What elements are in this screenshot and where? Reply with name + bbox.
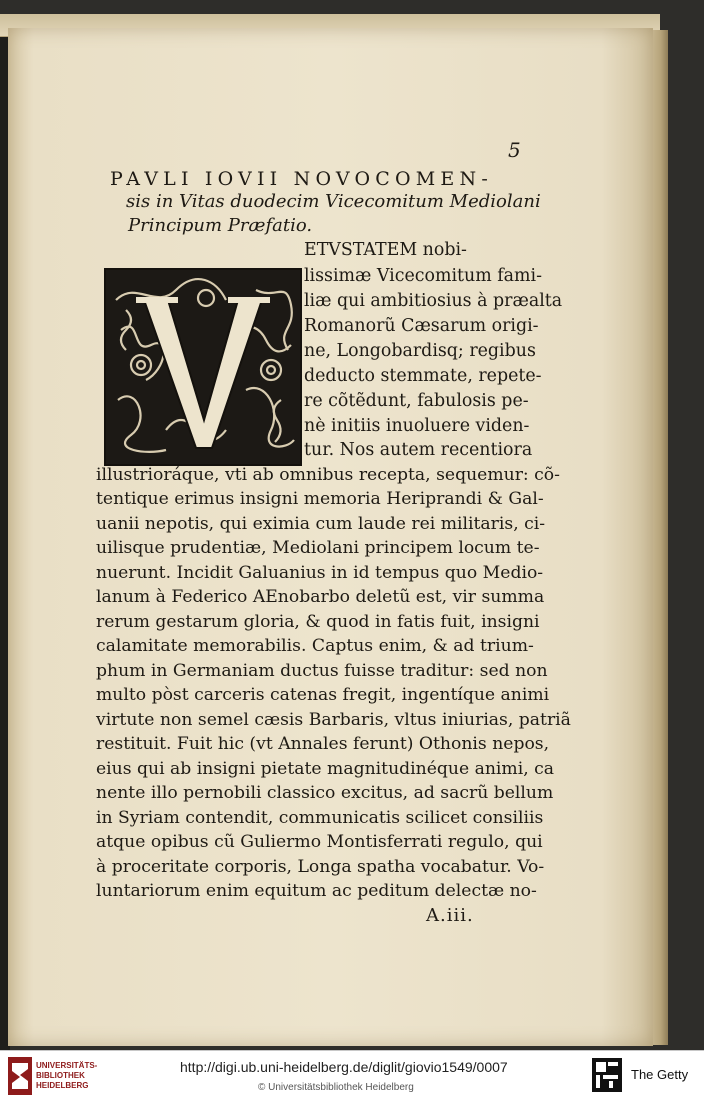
library-name[interactable]: UNIVERSITÄTS- BIBLIOTHEK HEIDELBERG [36,1061,98,1090]
body-line-4: uilisque prudentiæ, Mediolani principem locum te- [96,538,540,558]
book-page [8,28,653,1046]
body-line-10: multo pòst carceris catenas fregit, ingentíque animi [96,685,550,705]
heading-line-2: sis in Vitas duodecim Vicecomitum Mediolani [126,191,541,212]
body-line-12: restituit. Fuit hic (vt Annales ferunt) Othonis nepos, [96,734,550,754]
catchword: A.iii. [426,905,474,926]
permalink-url[interactable]: http://digi.ub.uni-heidelberg.de/diglit/giovio1549/0007 [180,1059,508,1075]
lead-line-6: deducto stemmate, repete- [304,366,542,386]
lead-line-9: tur. Nos autem recentiora [304,440,533,460]
partner-name[interactable]: The Getty [631,1067,689,1082]
body-line-15: in Syriam contendit, communicatis scilicet consiliis [96,808,544,828]
body-line-17: à proceritate corporis, Longa spatha vocabatur. Vo- [96,857,545,877]
lead-line-3: liæ qui ambitiosius à præalta [304,291,563,311]
heading-line-3: Principum Præfatio. [128,215,313,236]
decorated-initial-letter [104,268,302,466]
heading-line-1: PAVLI IOVII NOVOCOMEN- [110,168,493,190]
body-line-18: luntariorum enim equitum ac peditum delectæ no- [96,881,537,901]
body-line-16: atque opibus cũ Guliermo Montisferrati regulo, qui [96,832,543,852]
body-line-1: illustrioráque, vti ab omnibus recepta, sequemur: cõ- [96,465,560,485]
body-line-14: nente illo pernobili classico excitus, ad sacrũ bellum [96,783,554,803]
getty-logo-icon[interactable] [592,1058,622,1092]
body-line-8: calamitate memorabilis. Captus enim, & ad trium- [96,636,534,656]
viewer-footer [0,1050,704,1101]
body-line-13: eius qui ab insigni pietate magnitudinéque animi, ca [96,759,554,779]
lead-line-8: nè initiis inuoluere viden- [304,416,530,436]
body-line-5: nuerunt. Incidit Galuanius in id tempus quo Medio- [96,563,544,583]
lead-line-7: re cõtẽdunt, fabulosis pe- [304,391,529,411]
page-number: 5 [508,138,521,162]
body-line-2: tentique erimus insigni memoria Heriprandi & Gal- [96,489,544,509]
body-line-3: uanii nepotis, qui eximia cum laude rei militaris, ci- [96,514,546,534]
ornament-icon [106,270,300,464]
body-line-7: rerum gestarum gloria, & quod in fatis fuit, insigni [96,612,540,632]
lead-line-5: ne, Longobardisq; regibus [304,341,536,361]
ub-heidelberg-logo-icon[interactable] [8,1057,32,1095]
copyright-notice: © Universitätsbibliothek Heidelberg [258,1082,414,1093]
body-line-6: lanum à Federico AEnobarbo deletũ est, vir summa [96,587,545,607]
body-line-9: phum in Germaniam ductus fuisse traditur: sed non [96,661,548,681]
lead-line-1: ETVSTATEM nobi- [304,240,467,260]
body-line-11: virtute non semel cæsis Barbaris, vltus iniurias, patriã [96,710,571,730]
lead-line-4: Romanorũ Cæsarum origi- [304,316,539,336]
lead-line-2: lissimæ Vicecomitum fami- [304,266,542,286]
